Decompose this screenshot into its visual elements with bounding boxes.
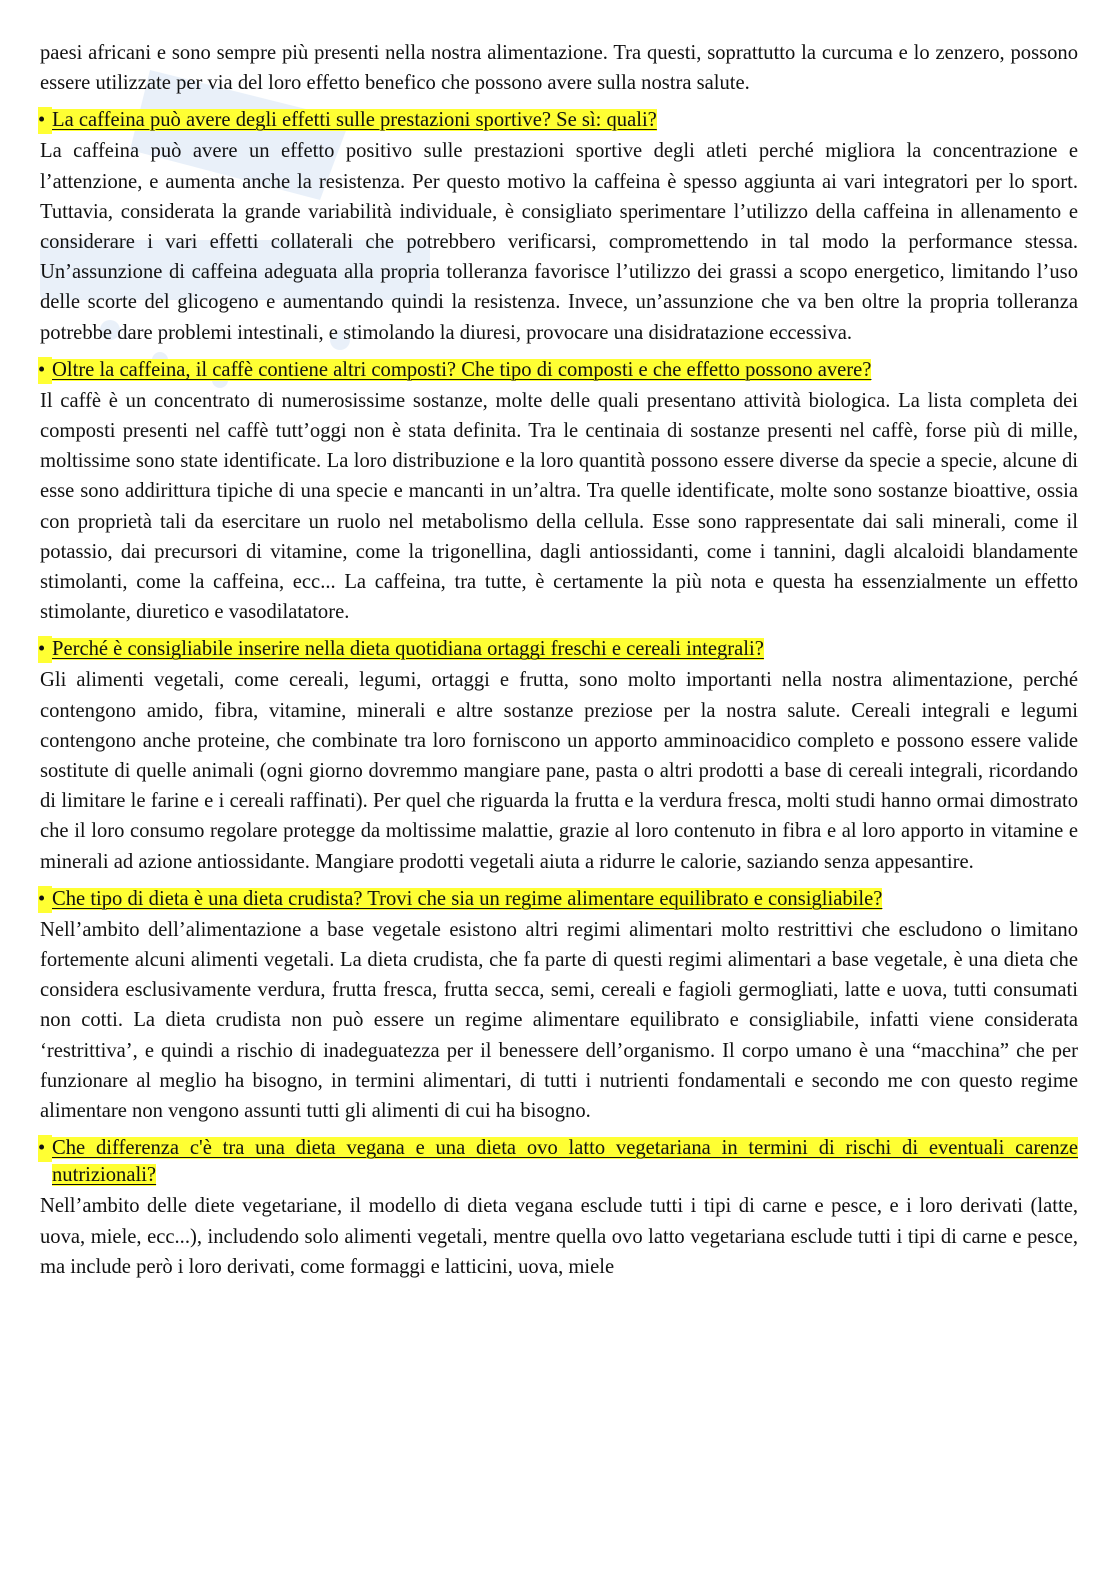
answer-paragraph: Nell’ambito dell’alimentazione a base vegetale esistono altri regimi alimentari molto restrittivi che escludono o limitano fortemente alcuni alimenti vegetali. La dieta crudista, che fa parte di questi regimi alimentari a base vegetale, è una dieta che considera esclusivamente verdura, frutta fresca, frutta secca, semi, cereali e fagioli germogliati, latte e uova, tutti consumati non cotti. La dieta crudista non può essere un regime alimentare equilibrato e consigliabile, infatti viene considerata ‘restrittiva’, e quindi a rischio di inadeguatezza per il benessere dell’organismo. Il corpo umano è una “macchina” che per funzionare al meglio ha bisogno, in termini alimentari, di tutti i nutrienti fondamentali e secondo me con questo regime alimentare non vengono assunti tutti gli alimenti di cui ha bisogno. — [40, 918, 1078, 1123]
bullet-icon: • — [38, 357, 52, 384]
question-text: Che differenza c'è tra una dieta vegana e una dieta ovo latto vegetariana in termini di rischi di eventuali carenze nutrizionali? — [52, 1137, 1078, 1187]
question-text: Che tipo di dieta è una dieta crudista? Trovi che sia un regime alimentare equilibrato e consigliabile? — [52, 887, 883, 910]
answer-paragraph: Il caffè è un concentrato di numerosissime sostanze, molte delle quali presentano attività biologica. La lista completa dei composti presenti nel caffè tutt’oggi non è stata definita. Tra le centinaia di sostanze presenti nel caffè, forse più di mille, moltissime sono state identificate. La loro distribuzione e la loro quantità possono essere diverse da specie a specie, alcune di esse sono addirittura tipiche di una specie e mancanti in un’altra. Tra quelle identificate, molte sono sostanze bioattive, ossia con proprietà tali da esercitare un ruolo nel metabolismo della cellula. Esse sono rappresentate dai sali minerali, come il potassio, dai precursori di vitamine, come la trigonellina, dagli antiossidanti, come i tannini, dagli alcaloidi blandamente stimolanti, come la caffeina, ecc... La caffeina, tra tutte, è certamente la più nota e questa ha essenzialmente un effetto stimolante, diuretico e vasodilatatore. — [40, 389, 1078, 624]
question-heading — [38, 107, 1078, 134]
bullet-icon: • — [38, 636, 52, 663]
question-heading — [38, 1135, 1078, 1189]
bullet-icon: • — [38, 886, 52, 913]
answer-paragraph: Gli alimenti vegetali, come cereali, legumi, ortaggi e frutta, sono molto importanti nella nostra alimentazione, perché contengono amido, fibra, vitamine, minerali e altre sostanze preziose per la nostra salute. Cereali integrali e legumi contengono anche proteine, che combinate tra loro forniscono un apporto amminoacidico completo e possono essere valide sostitute di quelle animali (ogni giorno dovremmo mangiare pane, pasta o altri prodotti a base di cereali integrali, ricordando di limitare le farine e i cereali raffinati). Per quel che riguarda la frutta e la verdura fresca, molti studi hanno ormai dimostrato che il loro consumo regolare protegge da moltissime malattie, grazie al loro contenuto in fibra e al loro apporto in vitamine e minerali ad azione antiossidante. Mangiare prodotti vegetali aiuta a ridurre le calorie, saziando senza appesantire. — [40, 669, 1078, 873]
question-text: Perché è consigliabile inserire nella dieta quotidiana ortaggi freschi e cereali integrali? — [52, 638, 764, 661]
question-heading — [38, 636, 1078, 663]
question-heading — [38, 886, 1078, 913]
answer-paragraph: Nell’ambito delle diete vegetariane, il modello di dieta vegana esclude tutti i tipi di carne e pesce, e i loro derivati (latte, uova, miele, ecc...), includendo solo alimenti vegetali, mentre quella ovo latto vegetariana esclude tutti i tipi di carne e pesce, ma include però i loro derivati, come formaggi e latticini, uova, miele — [40, 1195, 1078, 1278]
question-text: Oltre la caffeina, il caffè contiene altri composti? Che tipo di composti e che effetto possono avere? — [52, 358, 872, 381]
question-heading — [38, 357, 1078, 384]
document-content — [38, 38, 1078, 1282]
intro-paragraph: paesi africani e sono sempre più presenti nella nostra alimentazione. Tra questi, soprattutto la curcuma e lo zenzero, possono essere utilizzate per via del loro effetto benefico che possono avere sulla nostra salute. — [40, 42, 1078, 95]
question-text: La caffeina può avere degli effetti sulle prestazioni sportive? Se sì: quali? — [52, 109, 657, 132]
answer-paragraph: La caffeina può avere un effetto positivo sulle prestazioni sportive degli atleti perché migliora la concentrazione e l’attenzione, e aumenta anche la resistenza. Per questo motivo la caffeina è spesso aggiunta ai vari integratori per lo sport. Tuttavia, considerata la grande variabilità individuale, è consigliato sperimentare l’utilizzo della caffeina in allenamento e considerare i vari effetti collaterali che potrebbero verificarsi, compromettendo in tal modo la performance stessa. Un’assunzione di caffeina adeguata alla propria tolleranza favorisce l’utilizzo dei grassi a scopo energetico, limitando l’uso delle scorte del glicogeno e aumentando quindi la resistenza. Invece, un’assunzione che va ben oltre la propria tolleranza potrebbe dare problemi intestinali, e stimolando la diuresi, provocare una disidratazione eccessiva. — [40, 140, 1078, 344]
bullet-icon: • — [38, 1135, 52, 1162]
bullet-icon: • — [38, 107, 52, 134]
